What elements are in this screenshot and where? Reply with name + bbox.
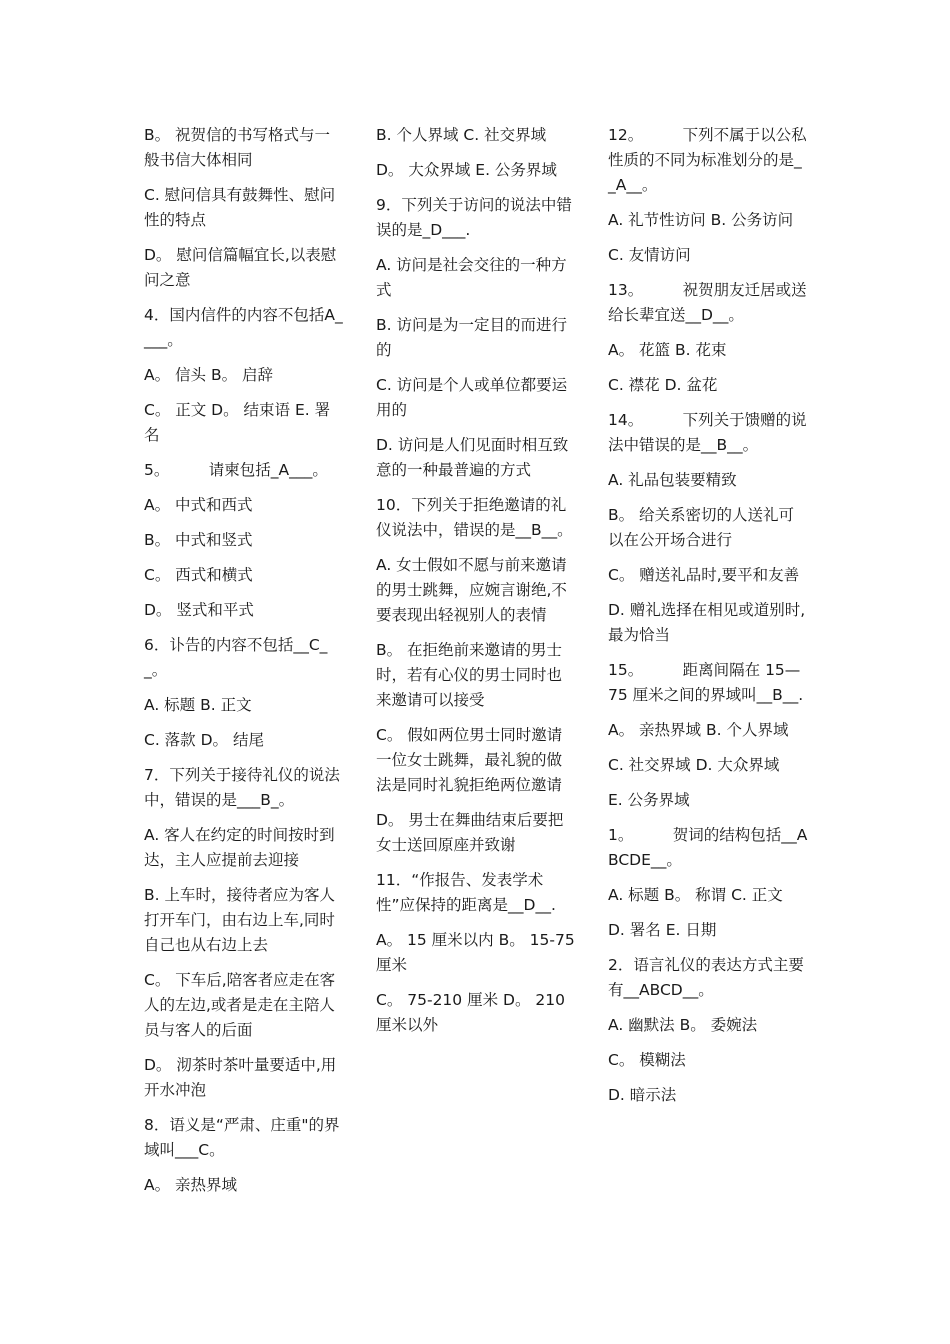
paragraph: D。 男士在舞曲结束后要把女士送回原座并致谢 xyxy=(376,811,564,854)
paragraph: C。 模糊法 xyxy=(608,1051,686,1069)
paragraph: A. 礼品包装要精致 xyxy=(608,471,737,489)
paragraph: A。 15 厘米以内 B。 15-75 厘米 xyxy=(376,931,580,974)
paragraph: D. 暗示法 xyxy=(608,1086,677,1104)
paragraph: 5。 请柬包括_A___。 xyxy=(144,461,328,479)
paragraph: A。 亲热界域 B. 个人界域 xyxy=(608,721,789,739)
paragraph: 9．下列关于访问的说法中错误的是_D___. xyxy=(376,196,572,239)
paragraph: 6．讣告的内容不包括__C__。 xyxy=(144,636,328,679)
paragraph: C。 赠送礼品时,要平和友善 xyxy=(608,566,800,584)
paragraph: D. 署名 E. 日期 xyxy=(608,921,717,939)
paragraph: A. 礼节性访问 B. 公务访问 xyxy=(608,211,794,229)
paragraph: A. 访问是社会交往的一种方式 xyxy=(376,256,567,299)
paragraph: D. 访问是人们见面时相互致意的一种最普遍的方式 xyxy=(376,436,569,479)
paragraph: B. 个人界域 C. 社交界域 xyxy=(376,126,547,144)
paragraph: B。 给关系密切的人送礼可以在公开场合进行 xyxy=(608,506,795,549)
paragraph: B. 访问是为一定目的而进行的 xyxy=(376,316,567,359)
paragraph: A. 标题 B. 正文 xyxy=(144,696,252,714)
paragraph: 4．国内信件的内容不包括A____。 xyxy=(144,306,343,349)
paragraph: C。 正文 D。 结束语 E. 署名 xyxy=(144,401,331,444)
paragraph: B。 中式和竖式 xyxy=(144,531,253,549)
paragraph: 12。 下列不属于以公私性质的不同为标准划分的是__A__。 xyxy=(608,126,807,194)
paragraph: C. 落款 D。 结尾 xyxy=(144,731,264,749)
paragraph: 7．下列关于接待礼仪的说法中，错误的是___B_。 xyxy=(144,766,340,809)
paragraph: 13。 祝贺朋友迁居或送给长辈宜送__D__。 xyxy=(608,281,807,324)
paragraph: C. 访问是个人或单位都要运用的 xyxy=(376,376,568,419)
paragraph: D。 大众界域 E. 公务界域 xyxy=(376,161,557,179)
paragraph: A. 客人在约定的时间按时到达，主人应提前去迎接 xyxy=(144,826,335,869)
paragraph: C。 假如两位男士同时邀请一位女士跳舞，最礼貌的做法是同时礼貌拒绝两位邀请 xyxy=(376,726,563,794)
paragraph: C. 襟花 D. 盆花 xyxy=(608,376,718,394)
paragraph: A。 中式和西式 xyxy=(144,496,253,514)
paragraph: A。 亲热界域 xyxy=(144,1176,238,1194)
paragraph: A。 信头 B。 启辞 xyxy=(144,366,274,384)
text-column-2 xyxy=(376,123,580,1048)
paragraph: 8．语义是“严肃、庄重"的界域叫___C。 xyxy=(144,1116,340,1159)
paragraph: D。 沏茶时茶叶量要适中,用开水冲泡 xyxy=(144,1056,337,1099)
paragraph: D。 慰问信篇幅宜长,以表慰问之意 xyxy=(144,246,337,289)
paragraph: C。 西式和横式 xyxy=(144,566,253,584)
paragraph: C. 社交界域 D. 大众界域 xyxy=(608,756,780,774)
paragraph: C. 慰问信具有鼓舞性、慰问性的特点 xyxy=(144,186,336,229)
paragraph: D. 赠礼选择在相见或道别时,最为恰当 xyxy=(608,601,806,644)
paragraph: C. 友情访问 xyxy=(608,246,691,264)
paragraph: 11．“作报告、发表学术性”应保持的距离是__D__. xyxy=(376,871,556,914)
paragraph: C。 下车后,陪客者应走在客人的左边,或者是走在主陪人员与客人的后面 xyxy=(144,971,336,1039)
paragraph: B。 在拒绝前来邀请的男士时，若有心仪的男士同时也来邀请可以接受 xyxy=(376,641,563,709)
text-column-1 xyxy=(144,123,344,1208)
paragraph: 10．下列关于拒绝邀请的礼仪说法中，错误的是__B__。 xyxy=(376,496,573,539)
paragraph: A. 幽默法 B。 委婉法 xyxy=(608,1016,758,1034)
paragraph: A. 标题 B。 称谓 C. 正文 xyxy=(608,886,783,904)
paragraph: E. 公务界域 xyxy=(608,791,690,809)
paragraph: B. 上车时，接待者应为客人打开车门，由右边上车,同时自己也从右边上去 xyxy=(144,886,335,954)
paragraph: C。 75-210 厘米 D。 210 厘米以外 xyxy=(376,991,570,1034)
paragraph: 14。 下列关于馈赠的说法中错误的是__B__。 xyxy=(608,411,807,454)
paragraph: A. 女士假如不愿与前来邀请的男士跳舞，应婉言谢绝,不要表现出轻视别人的表情 xyxy=(376,556,567,624)
paragraph: 1。 贺词的结构包括__ABCDE__。 xyxy=(608,826,808,869)
paragraph: 15。 距离间隔在 15—75 厘米之间的界域叫__B__. xyxy=(608,661,804,704)
paragraph: 2．语言礼仪的表达方式主要有__ABCD__。 xyxy=(608,956,804,999)
paragraph: A。 花篮 B. 花束 xyxy=(608,341,727,359)
text-column-3 xyxy=(608,123,808,1118)
paragraph: D。 竖式和平式 xyxy=(144,601,254,619)
paragraph: B。 祝贺信的书写格式与一般书信大体相同 xyxy=(144,126,331,169)
